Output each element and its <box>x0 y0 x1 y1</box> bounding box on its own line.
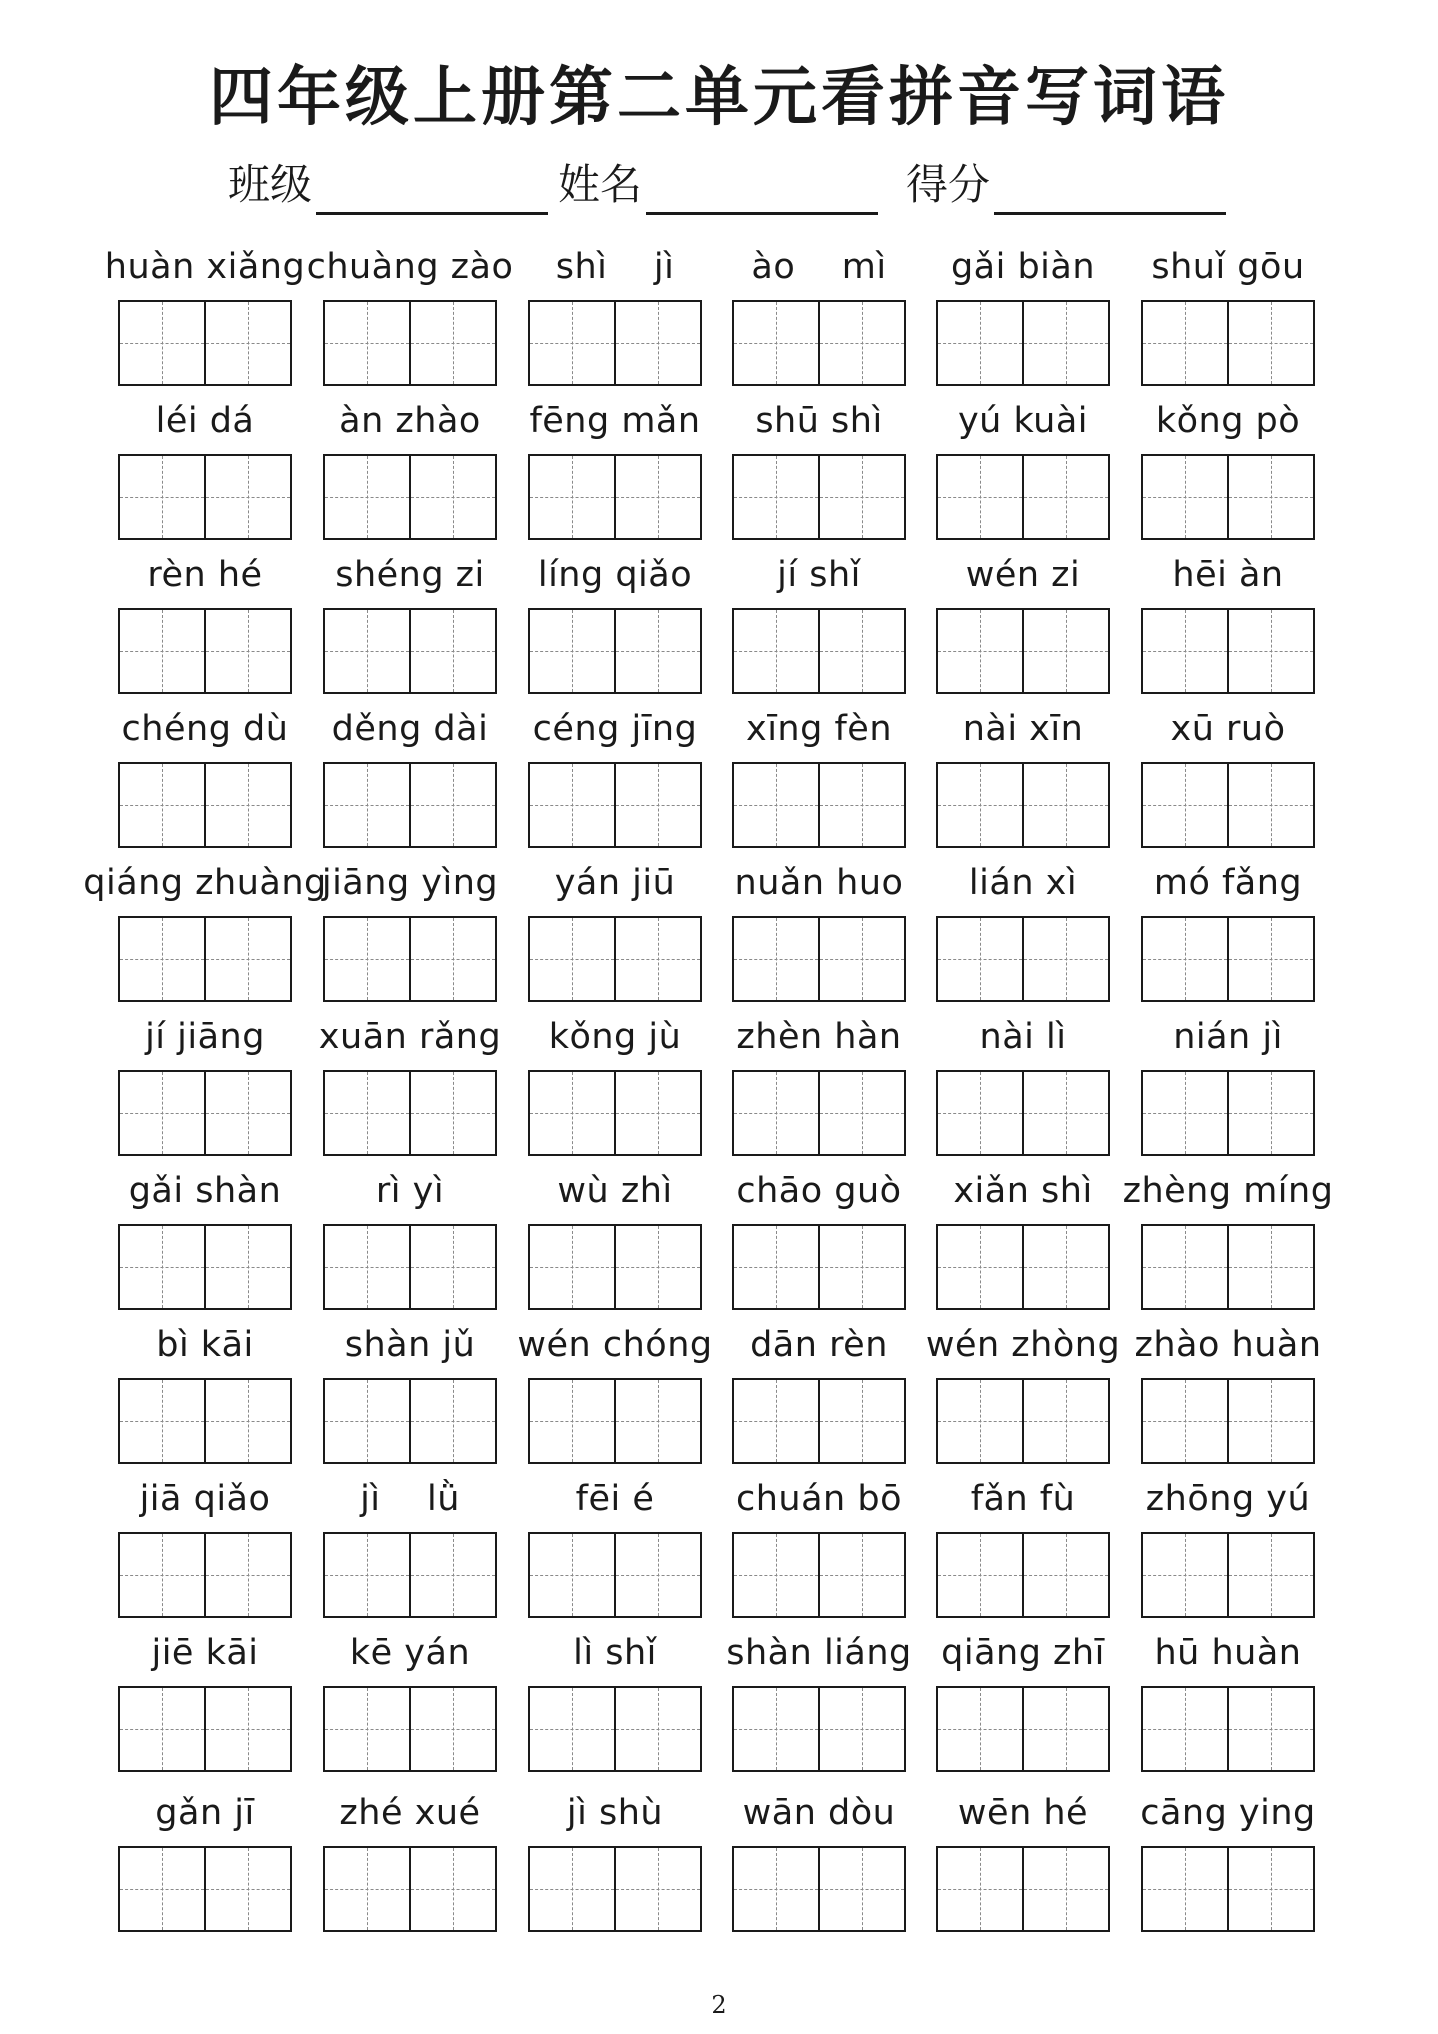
tian-grid-square[interactable] <box>734 456 818 538</box>
tian-grid-square[interactable] <box>530 1072 614 1154</box>
writing-box <box>118 916 292 1002</box>
tian-grid-square[interactable] <box>120 1226 204 1308</box>
tian-grid-square[interactable] <box>734 1226 818 1308</box>
tian-grid-square[interactable] <box>204 1380 290 1462</box>
writing-box <box>118 454 292 540</box>
tian-grid-square[interactable] <box>1227 610 1313 692</box>
tian-grid-square[interactable] <box>614 610 700 692</box>
pinyin-label: zhé xué <box>339 1793 481 1833</box>
writing-box <box>1141 300 1315 386</box>
writing-box <box>936 1224 1110 1310</box>
pinyin-label: wēn hé <box>957 1793 1089 1833</box>
pinyin-label: yán jiū <box>554 863 676 903</box>
tian-grid-square[interactable] <box>325 1226 409 1308</box>
tian-grid-square[interactable] <box>1227 1534 1313 1616</box>
tian-grid-square[interactable] <box>1143 1072 1227 1154</box>
pinyin-label: kē yán <box>349 1633 471 1673</box>
tian-grid-square[interactable] <box>204 1534 290 1616</box>
tian-grid-square[interactable] <box>530 1534 614 1616</box>
tian-grid-square[interactable] <box>938 1688 1022 1770</box>
pinyin-label: xū ruò <box>1170 709 1286 749</box>
tian-grid-square[interactable] <box>818 456 904 538</box>
tian-grid-square[interactable] <box>1143 456 1227 538</box>
pinyin-label: bì kāi <box>156 1325 254 1365</box>
page-number: 2 <box>711 1991 727 2019</box>
pinyin-label: jiāng yìng <box>321 863 499 903</box>
class-label: 班级 <box>228 160 313 209</box>
writing-box <box>732 300 906 386</box>
tian-grid-square[interactable] <box>614 1688 700 1770</box>
tian-grid-square[interactable] <box>734 1380 818 1462</box>
pinyin-label: xuān rǎng <box>318 1017 502 1057</box>
tian-grid-square[interactable] <box>325 1380 409 1462</box>
tian-grid-square[interactable] <box>614 456 700 538</box>
tian-grid-square[interactable] <box>325 456 409 538</box>
tian-grid-square[interactable] <box>614 918 700 1000</box>
tian-grid-square[interactable] <box>325 1072 409 1154</box>
tian-grid-square[interactable] <box>1022 456 1108 538</box>
writing-box <box>936 916 1110 1002</box>
tian-grid-square[interactable] <box>734 1534 818 1616</box>
writing-box <box>936 608 1110 694</box>
pinyin-label: gǎi biàn <box>950 247 1096 287</box>
tian-grid-square[interactable] <box>938 456 1022 538</box>
pinyin-label: rèn hé <box>147 555 263 595</box>
tian-grid-square[interactable] <box>938 1380 1022 1462</box>
tian-grid-square[interactable] <box>120 918 204 1000</box>
tian-grid-square[interactable] <box>1143 764 1227 846</box>
pinyin-label: yú kuài <box>957 401 1089 441</box>
tian-grid-square[interactable] <box>614 1848 700 1930</box>
pinyin-label: mó fǎng <box>1153 863 1303 903</box>
writing-box <box>118 1686 292 1772</box>
tian-grid-square[interactable] <box>409 1534 495 1616</box>
tian-grid-square[interactable] <box>530 764 614 846</box>
writing-box <box>528 300 702 386</box>
pinyin-label: jí shǐ <box>777 555 861 595</box>
writing-box <box>528 454 702 540</box>
tian-grid-square[interactable] <box>204 1072 290 1154</box>
tian-grid-square[interactable] <box>409 764 495 846</box>
tian-grid-square[interactable] <box>1143 1688 1227 1770</box>
tian-grid-square[interactable] <box>1022 1848 1108 1930</box>
pinyin-label: nài xīn <box>962 709 1084 749</box>
tian-grid-square[interactable] <box>1022 1072 1108 1154</box>
tian-grid-square[interactable] <box>734 1848 818 1930</box>
writing-box <box>1141 1070 1315 1156</box>
tian-grid-square[interactable] <box>818 1380 904 1462</box>
pinyin-label: gǎn jī <box>155 1793 255 1833</box>
writing-box <box>118 300 292 386</box>
tian-grid-square[interactable] <box>530 1226 614 1308</box>
tian-grid-square[interactable] <box>734 764 818 846</box>
pinyin-label: shéng zi <box>335 555 485 595</box>
tian-grid-square[interactable] <box>938 918 1022 1000</box>
tian-grid-square[interactable] <box>409 1380 495 1462</box>
writing-box <box>323 608 497 694</box>
tian-grid-square[interactable] <box>1227 764 1313 846</box>
tian-grid-square[interactable] <box>1143 1380 1227 1462</box>
writing-box <box>936 1070 1110 1156</box>
writing-box <box>323 1686 497 1772</box>
tian-grid-square[interactable] <box>938 1534 1022 1616</box>
tian-grid-square[interactable] <box>325 610 409 692</box>
pinyin-label: kǒng pò <box>1155 401 1301 441</box>
pinyin-label: zhào huàn <box>1134 1325 1322 1365</box>
pinyin-label: qiáng zhuàng <box>83 863 327 903</box>
tian-grid-square[interactable] <box>204 1688 290 1770</box>
writing-box <box>528 1846 702 1932</box>
writing-box <box>732 1224 906 1310</box>
writing-box <box>732 1070 906 1156</box>
pinyin-label: kǒng jù <box>548 1017 682 1057</box>
writing-box <box>1141 608 1315 694</box>
tian-grid-square[interactable] <box>409 1072 495 1154</box>
pinyin-label: zhèn hàn <box>736 1017 902 1057</box>
pinyin-label: àn zhào <box>339 401 481 441</box>
writing-box <box>936 1686 1110 1772</box>
pinyin-label: nài lì <box>979 1017 1067 1057</box>
tian-grid-square[interactable] <box>818 764 904 846</box>
tian-grid-square[interactable] <box>818 1848 904 1930</box>
writing-box <box>323 762 497 848</box>
writing-box <box>118 1846 292 1932</box>
tian-grid-square[interactable] <box>1022 1534 1108 1616</box>
pinyin-label: shì jì <box>555 247 675 287</box>
writing-box <box>118 1378 292 1464</box>
tian-grid-square[interactable] <box>1227 1072 1313 1154</box>
tian-grid-square[interactable] <box>614 1380 700 1462</box>
writing-box <box>323 1070 497 1156</box>
writing-box <box>1141 916 1315 1002</box>
pinyin-label: jì shù <box>566 1793 664 1833</box>
writing-box <box>528 1686 702 1772</box>
tian-grid-square[interactable] <box>120 1072 204 1154</box>
pinyin-label: jiā qiǎo <box>139 1479 271 1519</box>
tian-grid-square[interactable] <box>409 918 495 1000</box>
writing-box <box>528 1224 702 1310</box>
tian-grid-square[interactable] <box>818 302 904 384</box>
student-info-bar <box>0 155 1438 215</box>
tian-grid-square[interactable] <box>1227 456 1313 538</box>
tian-grid-square[interactable] <box>734 1688 818 1770</box>
tian-grid-square[interactable] <box>120 302 204 384</box>
tian-grid-square[interactable] <box>325 302 409 384</box>
writing-box <box>732 608 906 694</box>
tian-grid-square[interactable] <box>530 610 614 692</box>
tian-grid-square[interactable] <box>1143 1534 1227 1616</box>
pinyin-label: rì yì <box>375 1171 445 1211</box>
tian-grid-square[interactable] <box>938 610 1022 692</box>
writing-box <box>732 1686 906 1772</box>
tian-grid-square[interactable] <box>1227 1226 1313 1308</box>
pinyin-label: chāo guò <box>736 1171 902 1211</box>
writing-box <box>528 1532 702 1618</box>
tian-grid-square[interactable] <box>204 1226 290 1308</box>
pinyin-label: huàn xiǎng <box>104 247 306 287</box>
tian-grid-square[interactable] <box>1022 1380 1108 1462</box>
pinyin-label: jiē kāi <box>151 1633 259 1673</box>
tian-grid-square[interactable] <box>818 1688 904 1770</box>
writing-box <box>732 1532 906 1618</box>
tian-grid-square[interactable] <box>120 1688 204 1770</box>
score-label: 得分 <box>906 160 991 209</box>
writing-box <box>528 1378 702 1464</box>
pinyin-label: lián xì <box>968 863 1078 903</box>
writing-box <box>1141 1378 1315 1464</box>
writing-box <box>936 1532 1110 1618</box>
writing-box <box>1141 1686 1315 1772</box>
tian-grid-square[interactable] <box>818 1534 904 1616</box>
tian-grid-square[interactable] <box>734 1072 818 1154</box>
pinyin-label: chéng dù <box>121 709 289 749</box>
tian-grid-square[interactable] <box>409 456 495 538</box>
tian-grid-square[interactable] <box>1022 1226 1108 1308</box>
tian-grid-square[interactable] <box>818 1072 904 1154</box>
pinyin-label: lì shǐ <box>573 1633 657 1673</box>
page-title: 四年级上册第二单元看拼音写词语 <box>209 61 1229 135</box>
tian-grid-square[interactable] <box>409 302 495 384</box>
tian-grid-square[interactable] <box>530 1848 614 1930</box>
tian-grid-square[interactable] <box>530 1380 614 1462</box>
tian-grid-square[interactable] <box>614 1072 700 1154</box>
tian-grid-square[interactable] <box>120 610 204 692</box>
tian-grid-square[interactable] <box>938 764 1022 846</box>
tian-grid-square[interactable] <box>938 1226 1022 1308</box>
pinyin-label: hū huàn <box>1154 1633 1302 1673</box>
tian-grid-square[interactable] <box>1022 918 1108 1000</box>
tian-grid-square[interactable] <box>938 302 1022 384</box>
writing-box <box>528 916 702 1002</box>
tian-grid-square[interactable] <box>614 1534 700 1616</box>
tian-grid-square[interactable] <box>1022 302 1108 384</box>
pinyin-label: nián jì <box>1173 1017 1283 1057</box>
pinyin-label: shuǐ gōu <box>1151 247 1305 287</box>
tian-grid-square[interactable] <box>325 918 409 1000</box>
writing-box <box>732 1846 906 1932</box>
pinyin-label: qiāng zhī <box>941 1633 1105 1673</box>
score-blank-line[interactable] <box>994 162 1226 215</box>
pinyin-label: shū shì <box>755 401 883 441</box>
pinyin-label: shàn liáng <box>726 1633 912 1673</box>
writing-box <box>323 300 497 386</box>
tian-grid-square[interactable] <box>734 610 818 692</box>
pinyin-label: fǎn fù <box>970 1479 1076 1519</box>
writing-box <box>732 762 906 848</box>
pinyin-label: chuán bō <box>736 1479 902 1519</box>
tian-grid-square[interactable] <box>614 302 700 384</box>
tian-grid-square[interactable] <box>938 1848 1022 1930</box>
pinyin-label: cāng ying <box>1140 1793 1316 1833</box>
tian-grid-square[interactable] <box>614 1226 700 1308</box>
pinyin-label: nuǎn huo <box>734 863 904 903</box>
writing-box <box>936 454 1110 540</box>
pinyin-label: wén chóng <box>517 1325 713 1365</box>
writing-box <box>323 454 497 540</box>
tian-grid-square[interactable] <box>1022 764 1108 846</box>
tian-grid-square[interactable] <box>120 764 204 846</box>
pinyin-label: wù zhì <box>557 1171 673 1211</box>
tian-grid-square[interactable] <box>614 764 700 846</box>
pinyin-label: xiǎn shì <box>953 1171 1093 1211</box>
writing-box <box>1141 1846 1315 1932</box>
writing-box <box>528 1070 702 1156</box>
writing-box <box>118 608 292 694</box>
writing-box <box>528 762 702 848</box>
tian-grid-square[interactable] <box>1227 918 1313 1000</box>
tian-grid-square[interactable] <box>1227 1848 1313 1930</box>
pinyin-label: jí jiāng <box>145 1017 265 1057</box>
writing-box <box>732 454 906 540</box>
writing-box <box>323 1224 497 1310</box>
writing-box <box>323 1846 497 1932</box>
tian-grid-square[interactable] <box>734 918 818 1000</box>
tian-grid-square[interactable] <box>120 1380 204 1462</box>
tian-grid-square[interactable] <box>1022 1688 1108 1770</box>
pinyin-label: wén zhòng <box>925 1325 1121 1365</box>
tian-grid-square[interactable] <box>409 610 495 692</box>
tian-grid-square[interactable] <box>409 1226 495 1308</box>
writing-box <box>1141 762 1315 848</box>
tian-grid-square[interactable] <box>938 1072 1022 1154</box>
pinyin-label: wén zi <box>965 555 1081 595</box>
tian-grid-square[interactable] <box>1143 1226 1227 1308</box>
score-field <box>906 155 1226 215</box>
pinyin-label: fēng mǎn <box>529 401 701 441</box>
tian-grid-square[interactable] <box>204 918 290 1000</box>
pinyin-label: zhōng yú <box>1145 1479 1311 1519</box>
pinyin-label: shàn jǔ <box>344 1325 476 1365</box>
writing-box <box>118 762 292 848</box>
writing-box <box>323 1532 497 1618</box>
tian-grid-square[interactable] <box>204 1848 290 1930</box>
pinyin-label: dān rèn <box>750 1325 888 1365</box>
pinyin-label: hēi àn <box>1172 555 1284 595</box>
pinyin-label: léi dá <box>155 401 255 441</box>
tian-grid-square[interactable] <box>120 1534 204 1616</box>
tian-grid-square[interactable] <box>1143 918 1227 1000</box>
pinyin-label: céng jīng <box>532 709 698 749</box>
tian-grid-square[interactable] <box>204 764 290 846</box>
tian-grid-square[interactable] <box>120 1848 204 1930</box>
class-blank-line[interactable] <box>316 162 548 215</box>
writing-box <box>118 1532 292 1618</box>
writing-box <box>732 1378 906 1464</box>
writing-box <box>1141 1224 1315 1310</box>
tian-grid-square[interactable] <box>1143 1848 1227 1930</box>
tian-grid-square[interactable] <box>1022 610 1108 692</box>
tian-grid-square[interactable] <box>325 1848 409 1930</box>
writing-box <box>528 608 702 694</box>
writing-box <box>936 762 1110 848</box>
name-label: 姓名 <box>558 160 643 209</box>
writing-box <box>936 1378 1110 1464</box>
class-field <box>228 155 548 215</box>
name-blank-line[interactable] <box>646 162 878 215</box>
tian-grid-square[interactable] <box>204 456 290 538</box>
writing-box <box>1141 1532 1315 1618</box>
name-field <box>558 155 878 215</box>
tian-grid-square[interactable] <box>530 456 614 538</box>
tian-grid-square[interactable] <box>1227 302 1313 384</box>
pinyin-label: děng dài <box>331 709 489 749</box>
pinyin-label: zhèng míng <box>1122 1171 1334 1211</box>
writing-box <box>323 1378 497 1464</box>
writing-box <box>323 916 497 1002</box>
tian-grid-square[interactable] <box>530 1688 614 1770</box>
tian-grid-square[interactable] <box>1227 1380 1313 1462</box>
pinyin-label: wān dòu <box>742 1793 896 1833</box>
tian-grid-square[interactable] <box>204 302 290 384</box>
tian-grid-square[interactable] <box>1143 610 1227 692</box>
pinyin-label: gǎi shàn <box>128 1171 282 1211</box>
tian-grid-square[interactable] <box>120 456 204 538</box>
tian-grid-square[interactable] <box>409 1848 495 1930</box>
pinyin-label: líng qiǎo <box>537 555 693 595</box>
writing-box <box>936 300 1110 386</box>
tian-grid-square[interactable] <box>818 918 904 1000</box>
tian-grid-square[interactable] <box>325 764 409 846</box>
tian-grid-square[interactable] <box>409 1688 495 1770</box>
tian-grid-square[interactable] <box>530 918 614 1000</box>
writing-box <box>118 1070 292 1156</box>
tian-grid-square[interactable] <box>818 610 904 692</box>
tian-grid-square[interactable] <box>818 1226 904 1308</box>
tian-grid-square[interactable] <box>325 1534 409 1616</box>
tian-grid-square[interactable] <box>1227 1688 1313 1770</box>
tian-grid-square[interactable] <box>325 1688 409 1770</box>
pinyin-label: ào mì <box>751 247 887 287</box>
pinyin-label: xīng fèn <box>746 709 892 749</box>
tian-grid-square[interactable] <box>530 302 614 384</box>
tian-grid-square[interactable] <box>1143 302 1227 384</box>
writing-box <box>1141 454 1315 540</box>
pinyin-label: jì lǜ <box>360 1479 460 1519</box>
writing-box <box>936 1846 1110 1932</box>
writing-box <box>732 916 906 1002</box>
tian-grid-square[interactable] <box>734 302 818 384</box>
tian-grid-square[interactable] <box>204 610 290 692</box>
writing-box <box>118 1224 292 1310</box>
pinyin-label: chuàng zào <box>306 247 514 287</box>
pinyin-label: fēi é <box>575 1479 655 1519</box>
